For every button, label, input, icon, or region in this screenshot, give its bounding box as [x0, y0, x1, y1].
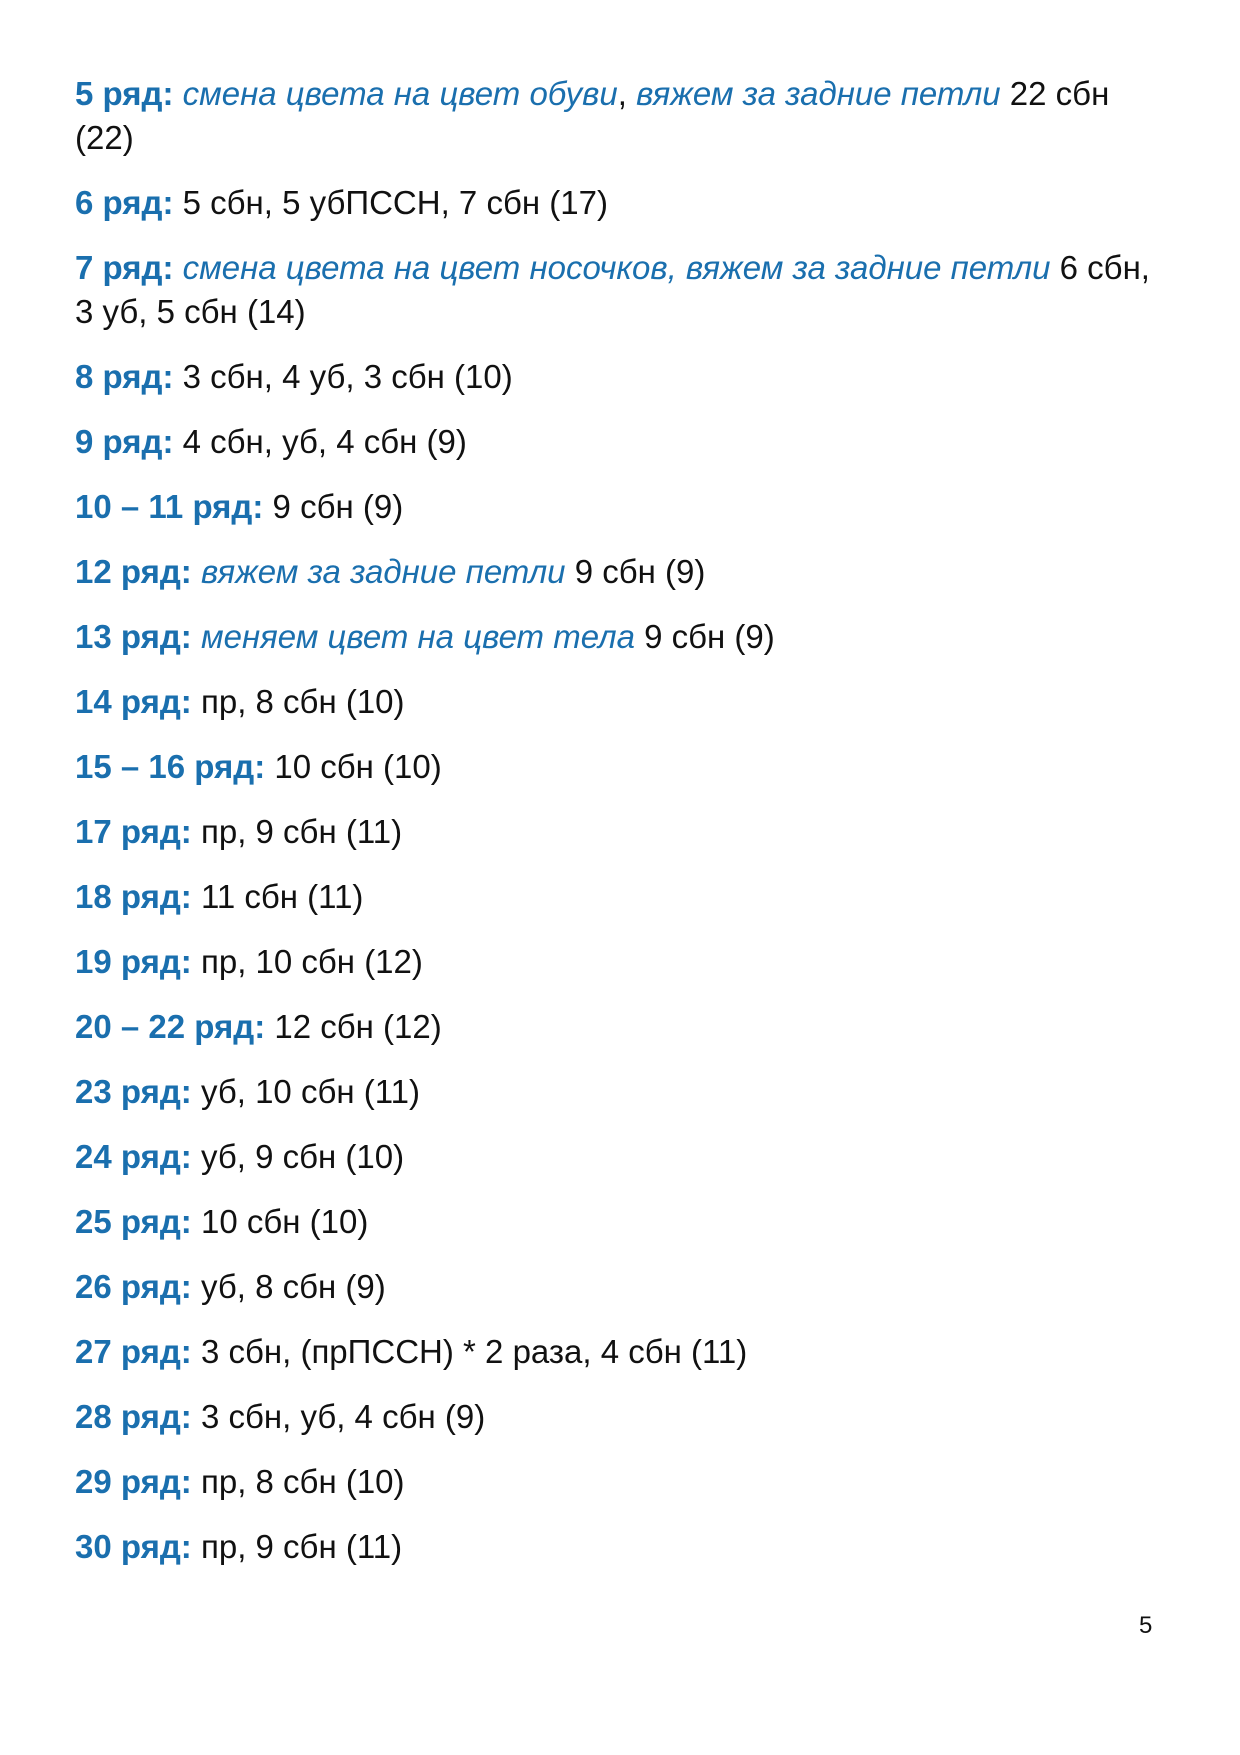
- pattern-row-13: [75, 615, 1155, 659]
- row-label: 8 ряд:: [75, 358, 174, 395]
- pattern-row-28: [75, 1395, 1155, 1439]
- pattern-row-8: [75, 355, 1155, 399]
- row-text: 6 сбн, 3 уб, 5 сбн (14): [75, 249, 1150, 330]
- row-label: 5 ряд:: [75, 75, 174, 112]
- row-label: 9 ряд:: [75, 423, 174, 460]
- row-separator: ,: [617, 75, 637, 112]
- pattern-row-23: [75, 1070, 1155, 1114]
- row-text: 12 сбн (12): [265, 1008, 442, 1045]
- row-text: 11 сбн (11): [191, 878, 364, 915]
- row-text: 3 сбн, уб, 4 сбн (9): [191, 1398, 486, 1435]
- pattern-row-6: [75, 181, 1155, 225]
- pattern-page: [75, 72, 1155, 1590]
- row-text: 9 сбн (9): [634, 618, 775, 655]
- row-label: 17 ряд:: [75, 813, 192, 850]
- row-text: уб, 9 сбн (10): [191, 1138, 405, 1175]
- row-text: 10 сбн (10): [265, 748, 442, 785]
- row-note: смена цвета на цвет носочков, вяжем за задние петли: [182, 249, 1051, 286]
- row-label: 27 ряд:: [75, 1333, 192, 1370]
- pattern-row-30: [75, 1525, 1155, 1569]
- pattern-row-7: [75, 246, 1155, 334]
- pattern-row-12: [75, 550, 1155, 594]
- pattern-row-10-11: [75, 485, 1155, 529]
- row-text: пр, 8 сбн (10): [191, 683, 405, 720]
- row-label: 14 ряд:: [75, 683, 192, 720]
- pattern-row-29: [75, 1460, 1155, 1504]
- row-text: уб, 8 сбн (9): [191, 1268, 386, 1305]
- row-note: меняем цвет на цвет тела: [200, 618, 635, 655]
- row-label: 18 ряд:: [75, 878, 192, 915]
- pattern-row-20-22: [75, 1005, 1155, 1049]
- row-label: 23 ряд:: [75, 1073, 192, 1110]
- row-label: 19 ряд:: [75, 943, 192, 980]
- row-label: 28 ряд:: [75, 1398, 192, 1435]
- row-note: смена цвета на цвет обуви: [182, 75, 618, 112]
- row-text: пр, 9 сбн (11): [191, 813, 403, 850]
- row-label: 15 – 16 ряд:: [75, 748, 266, 785]
- row-label: 10 – 11 ряд:: [75, 488, 264, 525]
- row-text: 9 сбн (9): [565, 553, 706, 590]
- row-label: 7 ряд:: [75, 249, 174, 286]
- row-label: 13 ряд:: [75, 618, 192, 655]
- row-label: 24 ряд:: [75, 1138, 192, 1175]
- row-note: вяжем за задние петли: [200, 553, 566, 590]
- pattern-row-18: [75, 875, 1155, 919]
- row-label: 12 ряд:: [75, 553, 192, 590]
- pattern-row-9: [75, 420, 1155, 464]
- pattern-row-14: [75, 680, 1155, 724]
- pattern-row-27: [75, 1330, 1155, 1374]
- row-text: 3 сбн, (прПССН) * 2 раза, 4 сбн (11): [191, 1333, 748, 1370]
- row-label: 20 – 22 ряд:: [75, 1008, 266, 1045]
- row-text: 9 сбн (9): [263, 488, 404, 525]
- row-text: 5 сбн, 5 убПССН, 7 сбн (17): [173, 184, 608, 221]
- row-text: пр, 9 сбн (11): [191, 1528, 403, 1565]
- pattern-row-25: [75, 1200, 1155, 1244]
- row-label: 29 ряд:: [75, 1463, 192, 1500]
- pattern-row-15-16: [75, 745, 1155, 789]
- pattern-row-26: [75, 1265, 1155, 1309]
- row-label: 25 ряд:: [75, 1203, 192, 1240]
- row-note: вяжем за задние петли: [636, 75, 1001, 112]
- page-number: 5: [1139, 1612, 1153, 1639]
- row-text: пр, 8 сбн (10): [191, 1463, 405, 1500]
- row-label: 26 ряд:: [75, 1268, 192, 1305]
- pattern-row-19: [75, 940, 1155, 984]
- row-text: пр, 10 сбн (12): [191, 943, 423, 980]
- row-text: уб, 10 сбн (11): [191, 1073, 420, 1110]
- row-text: 22 сбн (22): [75, 75, 1110, 156]
- pattern-row-5: [75, 72, 1155, 160]
- row-text: 3 сбн, 4 уб, 3 сбн (10): [173, 358, 513, 395]
- row-text: 10 сбн (10): [191, 1203, 369, 1240]
- row-label: 30 ряд:: [75, 1528, 192, 1565]
- row-text: 4 сбн, уб, 4 сбн (9): [173, 423, 467, 460]
- pattern-row-17: [75, 810, 1155, 854]
- row-label: 6 ряд:: [75, 184, 174, 221]
- pattern-row-24: [75, 1135, 1155, 1179]
